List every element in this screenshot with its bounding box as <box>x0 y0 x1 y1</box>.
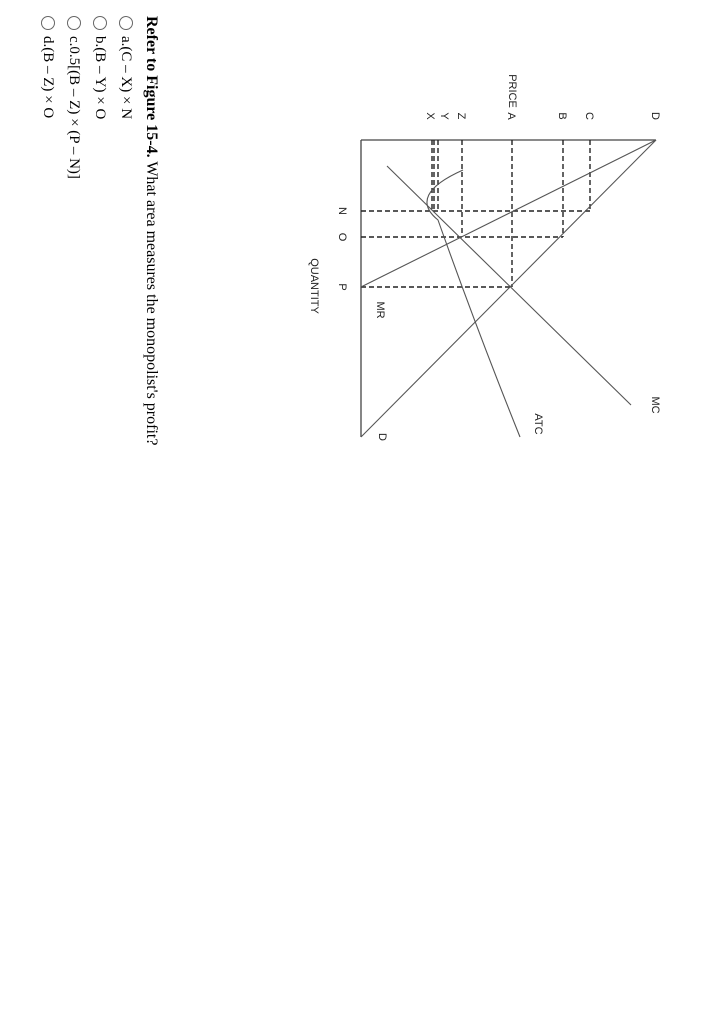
demand-label: D <box>376 433 388 441</box>
quantity-label-o: O <box>336 232 348 242</box>
option-c-letter: c. <box>66 36 83 47</box>
price-label-d: D <box>649 112 661 120</box>
option-c[interactable] <box>61 16 87 179</box>
option-b[interactable] <box>87 16 113 179</box>
option-d-text: (B – Z) × O <box>40 47 57 119</box>
quantity-label-n: N <box>336 207 348 215</box>
x-axis-title: QUANTITY <box>308 258 320 314</box>
radio-button-b[interactable] <box>93 16 107 30</box>
price-label-c: C <box>583 112 595 120</box>
option-a[interactable] <box>113 16 139 179</box>
price-label-x: X <box>424 112 436 120</box>
option-b-letter: b. <box>92 36 109 48</box>
figure-reference: Refer to Figure 15-4. <box>143 16 160 158</box>
radio-button-d[interactable] <box>41 16 55 30</box>
guide-lines <box>361 140 590 287</box>
price-label-a: A <box>505 112 517 120</box>
price-label-b: B <box>556 112 568 120</box>
option-a-text: (C – X) × N <box>118 46 135 120</box>
question-text <box>141 16 161 576</box>
atc-label: ATC <box>532 413 544 435</box>
marginal-revenue-curve <box>361 140 656 287</box>
option-c-text: 0.5[(B – Z) × (P – N)] <box>66 46 83 179</box>
price-label-y: Y <box>438 112 450 120</box>
option-a-letter: a. <box>118 36 135 47</box>
option-d-letter: d. <box>40 36 57 48</box>
option-d[interactable] <box>35 16 61 179</box>
quantity-label-p: P <box>336 283 348 291</box>
price-label-z: Z <box>455 112 467 120</box>
question-prompt: What area measures the monopolist's profit? <box>143 161 160 446</box>
radio-button-a[interactable] <box>119 16 133 30</box>
y-axis-title: PRICE <box>506 74 518 108</box>
answer-options <box>35 16 139 179</box>
radio-button-c[interactable] <box>67 16 81 30</box>
option-b-text: (B – Y) × O <box>92 47 109 120</box>
mr-label: MR <box>374 301 386 319</box>
mc-label: MC <box>649 396 661 414</box>
average-total-cost-curve <box>427 170 520 437</box>
